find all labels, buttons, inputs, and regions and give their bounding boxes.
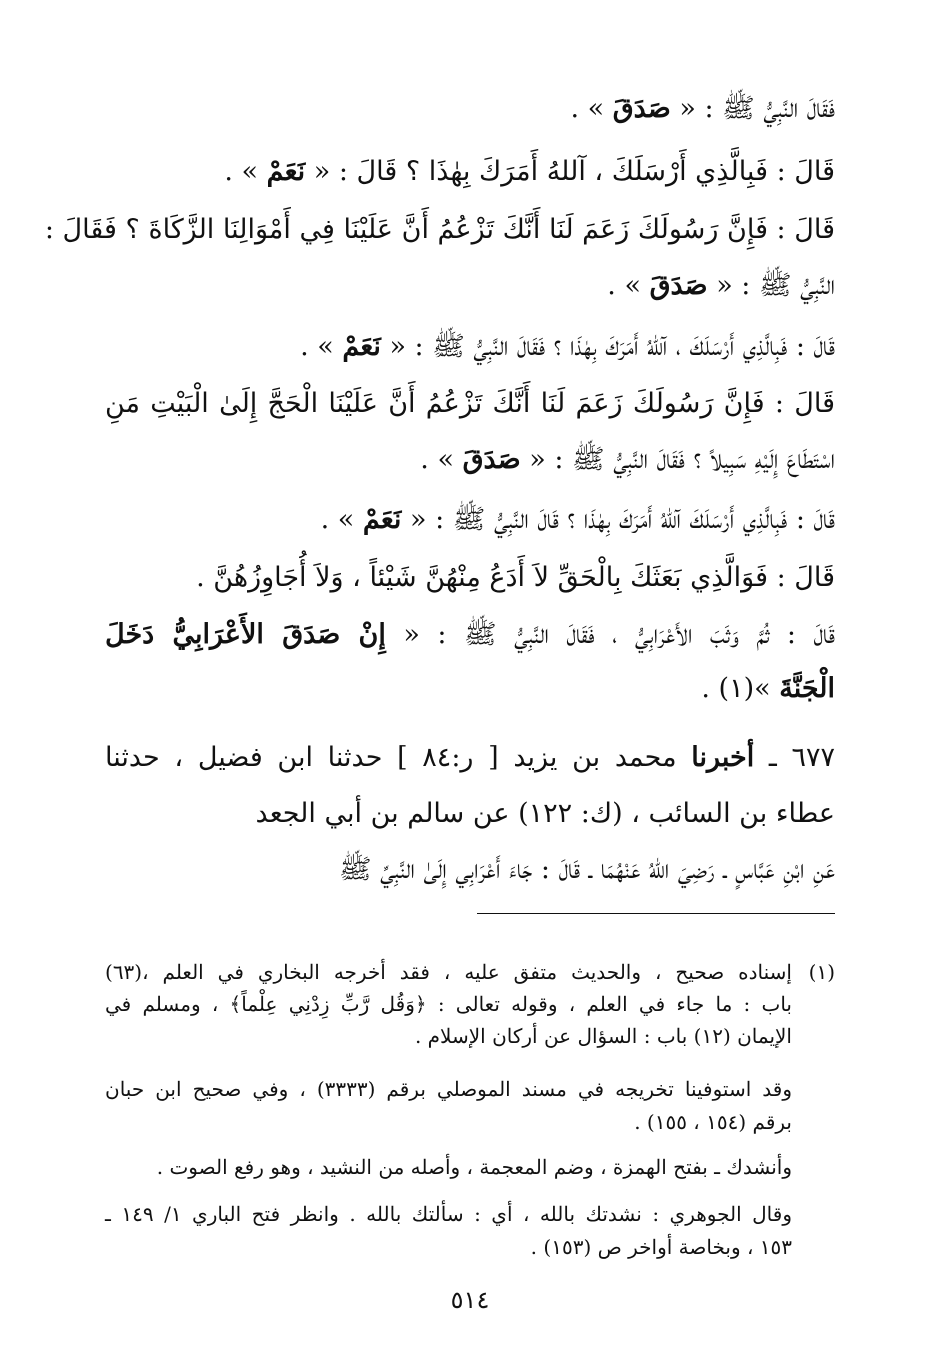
footnote-line-6: وأنشدك ـ بفتح الهمزة ، وضم المعجمة ، وأصله من النشيد ، وهو رفع الصوت . (156, 1155, 792, 1179)
hadith-line-7: اسْتَطَاعَ إِلَيْهِ سَبِيلاً ؟ فَقَالَ النَّبِيُّ ﷺ : « صَدَقَ » . (420, 444, 835, 475)
prophet-answer: نَعَمْ (342, 331, 381, 362)
prophet-answer: نَعَمْ (266, 156, 306, 187)
footnote-line-3: الإيمان (١٢) باب : السؤال عن أركان الإسلام . (414, 1024, 792, 1048)
footnote-separator (477, 913, 835, 914)
hadith-line-10: قَالَ : ثُمَّ وَثَبَ الأَعْرَابِيُّ ، فَقَالَ النَّبِيُّ ﷺ : « إِنْ صَدَقَ الأَعْرَابِيُّ دَخَلَ (105, 619, 836, 650)
footnote-line-8: ١٥٣ ، وبخاصة أواخر ص (١٥٣) . (530, 1235, 792, 1259)
hadith-opening-line: عَنِ ابْنِ عَبَّاسٍ ـ رَضِيَ اللهُ عَنْهُمَا ـ قَالَ : جَاءَ أَعْرَابِي إِلَىٰ النَّبِيِّ ﷺ (338, 854, 835, 885)
footnote-line-5: برقم (١٥٤ ، ١٥٥) . (634, 1110, 792, 1134)
prophet-answer: الْجَنَّةَ (779, 673, 835, 704)
isnad-line-2: عطاء بن السائب ، (ك: ١٢٢) عن سالم بن أبي الجعد (255, 798, 835, 829)
prophet-answer: صَدَقَ (612, 93, 671, 124)
footnote-marker: (١) (808, 960, 835, 984)
footnote-line-1: إسناده صحيح ، والحديث متفق عليه ، فقد أخرجه البخاري في العلم ،(٦٣) (105, 960, 792, 984)
hadith-line-9: قَالَ : فَوَالَّذِي بَعَثَكَ بِالْحَقِّ لاَ أَدَعُ مِنْهُنَّ شَيْئاً ، وَلاَ أُجَاوِزُهُنَّ . (196, 562, 835, 593)
hadith-number: ٦٧٧ ـ (768, 742, 835, 773)
hadith-line-5: قَالَ : فَبِالَّذِي أَرْسَلَكَ ، آللهُ أَمَرَكَ بِهٰذَا ؟ فَقَالَ النَّبِيُّ ﷺ : « نَعَمْ » . (300, 331, 835, 362)
hadith-line-1: فَقَالَ النَّبِيُّ ﷺ : « صَدَقَ » . (570, 93, 835, 124)
hadith-line-2: قَالَ : فَبِالَّذِي أَرْسَلَكَ ، آللهُ أَمَرَكَ بِهٰذَا ؟ قَالَ : « نَعَمْ » . (224, 156, 835, 187)
hadith-line-8: قَالَ : فَبِالَّذِي أَرْسَلَكَ آللهُ أَمَرَكَ بِهٰذَا ؟ قَالَ النَّبِيُّ ﷺ : « نَعَمْ » . (320, 504, 835, 535)
prophet-answer: إِنْ صَدَقَ الأَعْرَابِيُّ دَخَلَ (105, 619, 386, 650)
hadith-line-6: قَالَ : فَإِنَّ رَسُولَكَ زَعَمَ لَنَا أَنَّكَ تَزْعُمُ أَنَّ عَلَيْنَا الْحَجَّ إِلَىٰ الْبَيْتِ مَنِ (105, 388, 835, 419)
footnote-line-2: باب : ما جاء في العلم ، وقوله تعالى : ﴿وَقُل رَّبِّ زِدْنِي عِلْماً﴾ ، ومسلم في (105, 992, 792, 1016)
footnote-line-7: وقال الجوهري : نشدتك بالله ، أي : سألتك بالله . وانظر فتح الباري ١/ ١٤٩ ـ (105, 1202, 792, 1226)
hadith-line-11: الْجَنَّةَ »(١) . (701, 673, 835, 704)
prophet-answer: صَدَقَ (649, 270, 708, 301)
isnad-line-1: ٦٧٧ ـ أخبرنا محمد بن يزيد [ ر:٨٤ ] حدثنا ابن فضيل ، حدثنا (105, 742, 835, 773)
prophet-answer: نَعَمْ (362, 504, 402, 535)
hadith-line-3: قَالَ : فَإِنَّ رَسُولَكَ زَعَمَ لَنَا أَنَّكَ تَزْعُمُ أَنَّ عَلَيْنَا فِي أَمْوَالِنَا الزَّكَاةَ ؟ فَقَالَ : (44, 214, 835, 245)
footnote-line-4: وقد استوفينا تخريجه في مسند الموصلي برقم (٣٣٣٣) ، وفي صحيح ابن حبان (105, 1077, 792, 1101)
page-number: ٥١٤ (450, 1286, 490, 1314)
akhbarana-word: أخبرنا (691, 742, 755, 773)
prophet-answer: صَدَقَ (462, 444, 521, 475)
hadith-line-4: النَّبِيُّ ﷺ : « صَدَقَ » . (607, 270, 835, 301)
